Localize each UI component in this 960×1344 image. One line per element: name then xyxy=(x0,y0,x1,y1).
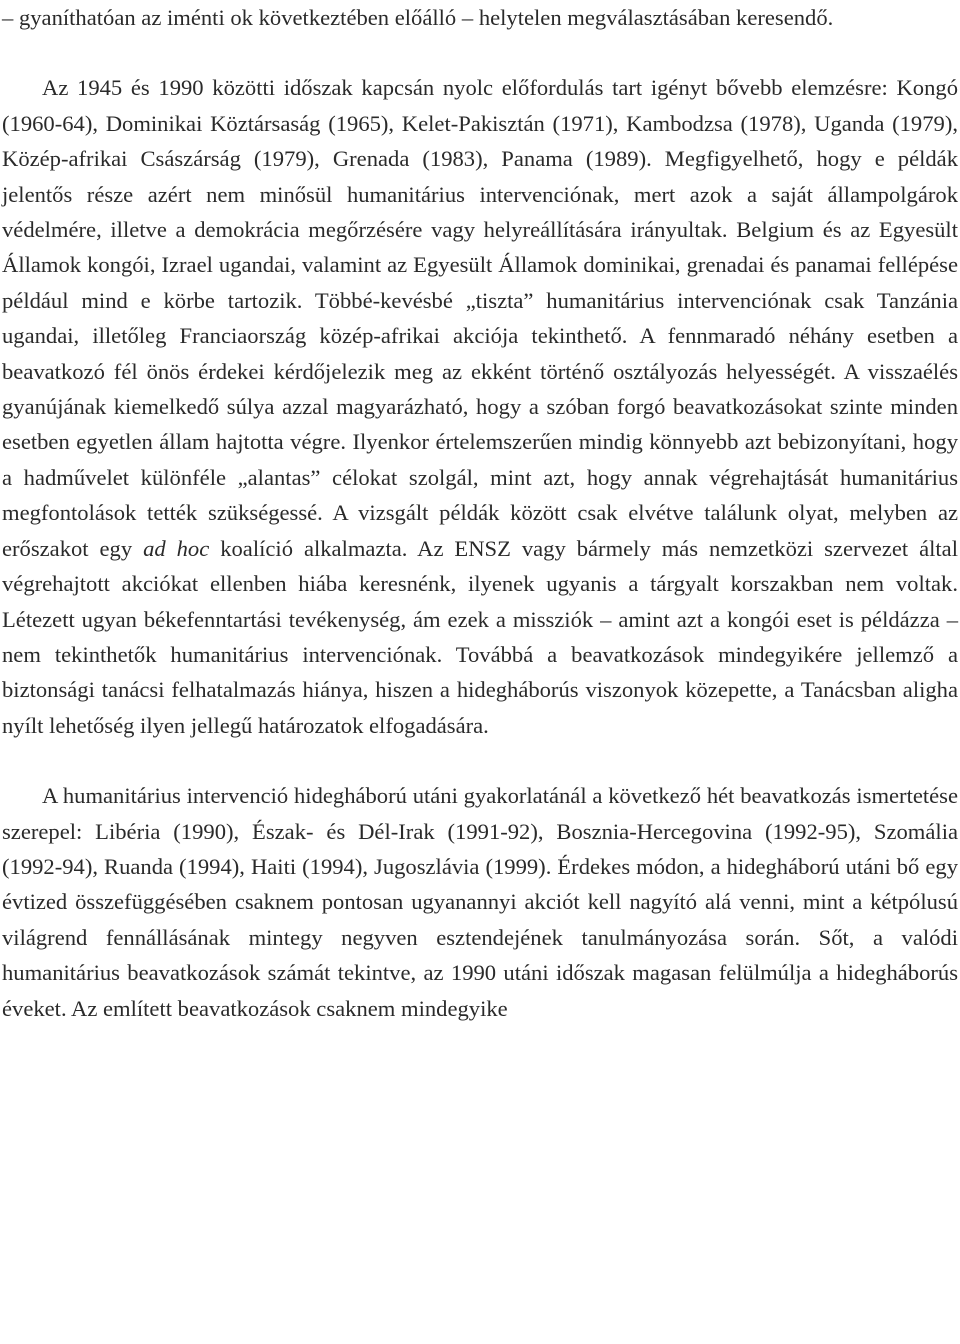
paragraph-text: – gyaníthatóan az iménti ok következtében előálló – helytelen megválasztásában keresendő. xyxy=(2,5,834,30)
paragraph-text: A humanitárius intervenció hidegháború utáni gyakorlatánál a következő hét beavatkozás ismertetése szerepel: Libéria (1990), Észak- és Dél-Irak (1991-92), Bosznia-Hercegovina (1992-95), Szomália (1992-94), Ruanda (1994), Haiti (1994), Jugoszlávia (1999). Érdekes módon, a hidegháború utáni bő egy évtized összefüggésében csaknem pontosan ugyanannyi akciót kell nagyító alá venni, mint a kétpólusú világrend fennállásának mintegy negyven esztendejének tanulmányozása során. Sőt, a valódi humanitárius beavatkozások számát tekintve, az 1990 utáni időszak magasan felülmúlja a hidegháborús éveket. Az említett beavatkozások csaknem mindegyike xyxy=(2,783,958,1021)
italic-term: ad hoc xyxy=(143,535,210,561)
paragraph-gap xyxy=(2,35,958,70)
paragraph-continuation xyxy=(2,0,958,35)
paragraph-text: koalíció alkalmazta. Az ENSZ vagy bármely más nemzetközi szervezet által végrehajtott akciókat ellenben hiába keresnénk, ilyenek ugyanis a tárgyalt korszakban nem voltak. Létezett ugyan békefenntartási tevékenység, ám ezek a missziók – amint azt a kongói eset is példázza – nem tekinthetők humanitárius intervenciónak. Továbbá a beavatkozások mindegyikére jellemző a biztonsági tanácsi felhatalmazás hiánya, hiszen a hidegháborús viszonyok közepette, a Tanácsban aligha nyílt lehetőség ilyen jellegű határozatok elfogadására. xyxy=(2,535,958,738)
paragraph-gap xyxy=(2,743,958,778)
paragraph-cold-war-interventions xyxy=(2,70,958,743)
paragraph-text: Az 1945 és 1990 közötti időszak kapcsán nyolc előfordulás tart igényt bővebb elemzésre: Kongó (1960-64), Dominikai Köztársaság (1965), Kelet-Pakisztán (1971), Kambodzsa (1978), Uganda (1979), Közép-afrikai Császárság (1979), Grenada (1983), Panama (1989). Megfigyelhető, hogy e példák jelentős része azért nem minősül humanitárius intervenciónak, mert azok a saját állampolgárok védelmére, illetve a demokrácia megőrzésére vagy helyreállítására irányultak. Belgium és az Egyesült Államok kongói, Izrael ugandai, valamint az Egyesült Államok dominikai, grenadai és panamai fellépése például mind e körbe tartozik. Többé-kevésbé „tiszta” humanitárius intervenciónak csak Tanzánia ugandai, illetőleg Franciaország közép-afrikai akciója tekinthető. A fennmaradó néhány esetben a beavatkozó fél önös érdekei kérdőjelezik meg az ekként történő osztályozás helyességét. A visszaélés gyanújának kiemelkedő súlya azzal magyarázható, hogy a szóban forgó beavatkozásokat szinte minden esetben egyetlen állam hajtotta végre. Ilyenkor értelemszerűen mindig könnyebb azt bebizonyítani, hogy a hadművelet különféle „alantas” célokat szolgál, mint azt, hogy annak végrehajtását humanitárius megfontolások tették szükségessé. A vizsgált példák között csak elvétve találunk olyat, melyben az erőszakot egy xyxy=(2,75,958,561)
paragraph-post-cold-war-interventions xyxy=(2,778,958,1026)
